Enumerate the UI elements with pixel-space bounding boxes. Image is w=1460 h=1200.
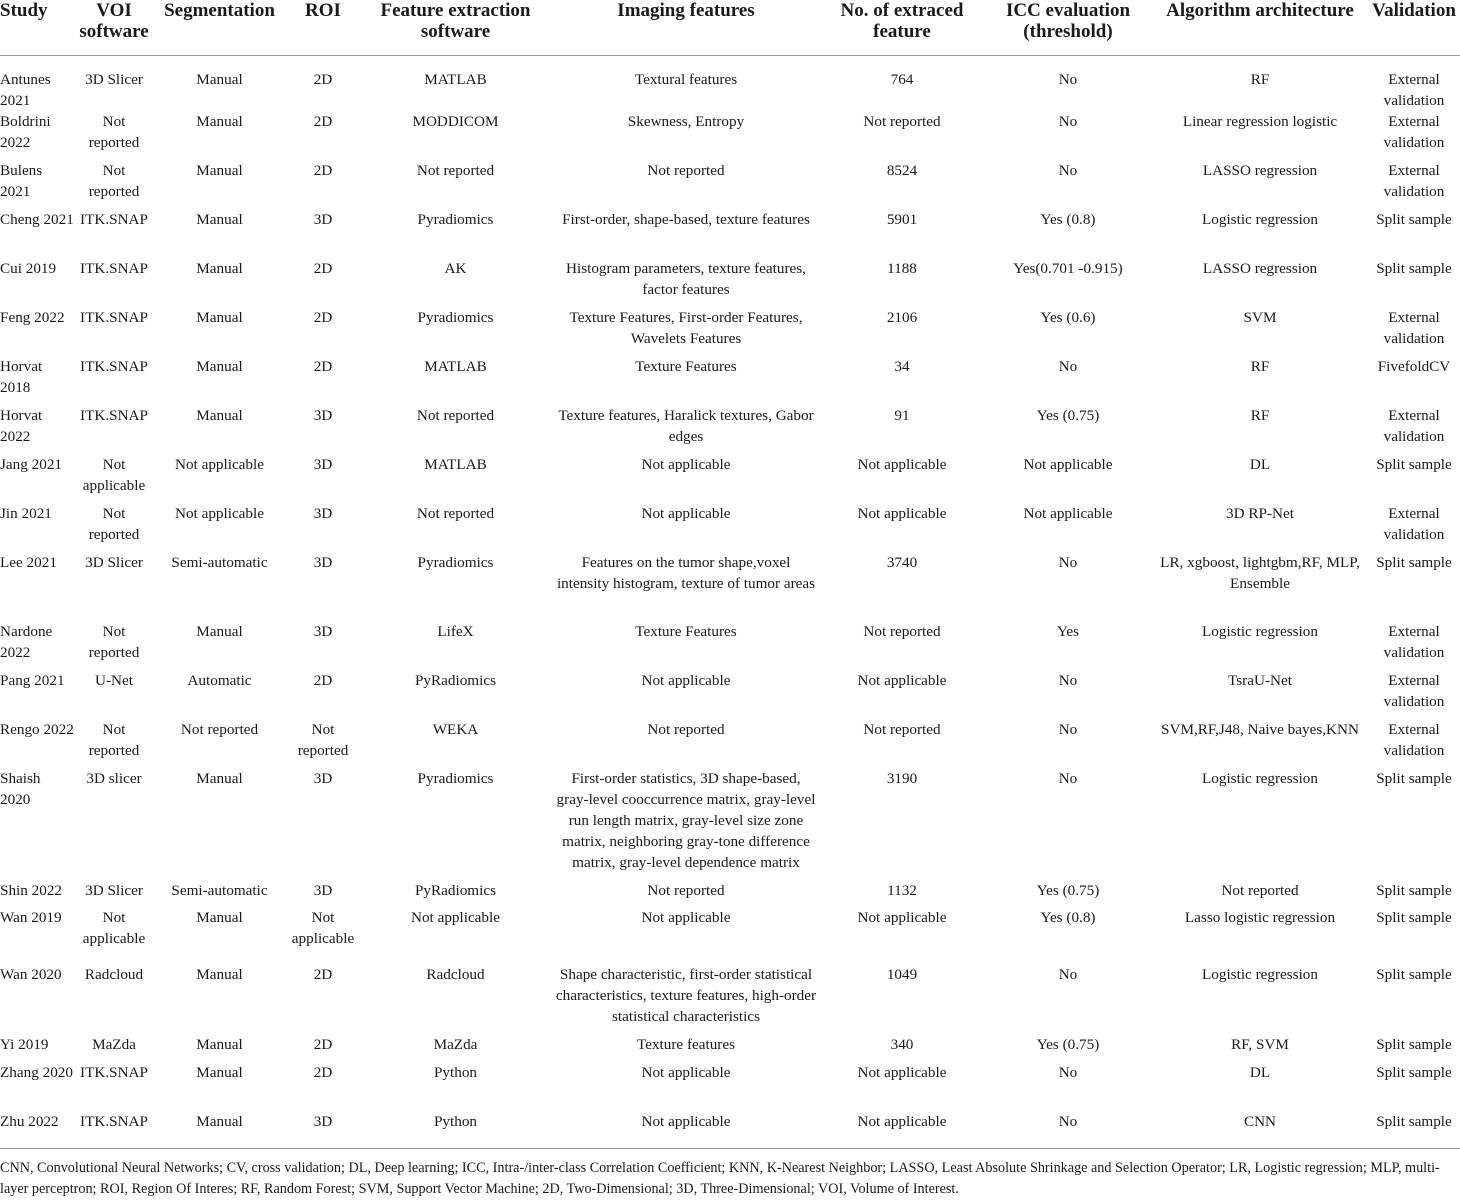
table-cell: SVM,RF,J48, Naive bayes,KNN: [1161, 721, 1359, 738]
table-cell: MODDICOM: [412, 113, 499, 130]
table-cell: 5901: [886, 211, 918, 228]
table-cell: Not applicable: [1023, 456, 1113, 473]
table-cell: LR, xgboost, lightgbm,RF, MLP, Ensemble: [1160, 554, 1360, 592]
table-cell: U-Net: [95, 672, 133, 689]
table-cell: Split sample: [1376, 554, 1452, 571]
table-cell: Zhang 2020: [0, 1064, 73, 1081]
table-cell: Not applicable: [857, 672, 947, 689]
table-cell: No: [1058, 966, 1078, 983]
table-cell: 2D: [313, 260, 333, 277]
col-header-voi-software: VOI software: [76, 0, 152, 56]
table-cell: 2D: [313, 1064, 333, 1081]
table-cell: TsraU-Net: [1228, 672, 1292, 689]
table-cell: Split sample: [1376, 966, 1452, 983]
table-cell: Not reported: [647, 162, 725, 179]
table-footnote: CNN, Convolutional Neural Networks; CV, cross validation; DL, Deep learning; ICC, Intra-/inter-class Correlation Coefficient; KNN, K-Nearest Neighbor; LASSO, Least Absolute Shrinkage and Selection Operator; LR, Logistic regression; MLP, multi-layer perceptron; ROI, Region Of Interes; RF, Random Forest; SVM, Support Vector Machine; 2D, Two-Dimensional; 3D, Three-Dimensional; VOI, Volume of Interest.: [0, 1148, 1460, 1200]
table-cell: Manual: [196, 966, 243, 983]
table-cell: No: [1058, 113, 1078, 130]
table-cell: Not reported: [416, 505, 495, 522]
table-cell: Yes (0.75): [1036, 882, 1100, 899]
table-cell: Texture Features: [635, 358, 737, 375]
table-cell: ITK.SNAP: [80, 407, 148, 424]
table-cell: Manual: [196, 358, 243, 375]
table-cell: Shape characteristic, first-order statistical characteristics, texture features, high-order statistical characteristics: [555, 966, 817, 1025]
table-row: [0, 907, 1460, 964]
table-cell: Manual: [196, 1113, 243, 1130]
table-cell: External validation: [1383, 672, 1445, 710]
table-row: [0, 503, 1460, 552]
table-cell: Not applicable: [1023, 505, 1113, 522]
table-cell: Not reported: [88, 162, 140, 200]
table-cell: Horvat 2022: [0, 407, 43, 445]
table-cell: Not applicable: [641, 672, 731, 689]
table-cell: Manual: [196, 162, 243, 179]
table-row: [0, 670, 1460, 719]
table-cell: Manual: [196, 770, 243, 787]
table-cell: Not applicable: [857, 1113, 947, 1130]
col-header-icc: ICC evaluation (threshold): [984, 0, 1152, 56]
table-cell: Logistic regression: [1202, 211, 1318, 228]
table-cell: MATLAB: [424, 71, 487, 88]
table-row: [0, 1062, 1460, 1111]
table-cell: Not reported: [863, 623, 941, 640]
table-cell: 2D: [313, 309, 333, 326]
table-cell: Not reported: [180, 721, 259, 738]
table-cell: SVM: [1243, 309, 1277, 326]
table-row: [0, 719, 1460, 768]
table-cell: Logistic regression: [1202, 966, 1318, 983]
table-cell: Not applicable: [411, 909, 500, 926]
table-cell: No: [1058, 1064, 1078, 1081]
table-cell: 2D: [313, 113, 333, 130]
table-cell: 2D: [313, 71, 333, 88]
table-cell: Not applicable: [641, 1113, 731, 1130]
col-header-roi: ROI: [287, 0, 359, 56]
table-cell: Features on the tumor shape,voxel intensity histogram, texture of tumor areas: [556, 554, 816, 592]
header-row: [0, 0, 1460, 56]
table-cell: Not applicable: [175, 505, 264, 522]
table-cell: External validation: [1383, 71, 1445, 109]
table-cell: Yes (0.8): [1040, 211, 1096, 228]
table-cell: Yes (0.75): [1036, 1036, 1100, 1053]
table-cell: Not reported: [88, 721, 140, 759]
table-cell: 3D: [313, 407, 333, 424]
table-cell: 3D: [313, 456, 333, 473]
table-cell: RF, SVM: [1231, 1036, 1289, 1053]
table-row: [0, 621, 1460, 670]
table-cell: No: [1058, 162, 1078, 179]
table-row: [0, 258, 1460, 307]
table-cell: Not reported: [88, 623, 140, 661]
table-cell: Automatic: [187, 672, 252, 689]
table-cell: CNN: [1243, 1113, 1277, 1130]
table-row: [0, 209, 1460, 258]
table-cell: No: [1058, 71, 1078, 88]
table-cell: Pyradiomics: [417, 309, 494, 326]
table-row: [0, 356, 1460, 405]
table-cell: PyRadiomics: [414, 672, 496, 689]
table-cell: MaZda: [433, 1036, 478, 1053]
table-cell: Not applicable: [175, 456, 264, 473]
table-cell: Pang 2021: [0, 672, 65, 689]
table-cell: Not reported: [416, 407, 495, 424]
table-cell: 3D: [313, 882, 333, 899]
table-cell: Jang 2021: [0, 456, 63, 473]
table-cell: No: [1058, 554, 1078, 571]
table-cell: Split sample: [1376, 1064, 1452, 1081]
table-cell: 2D: [313, 358, 333, 375]
table-cell: Radcloud: [84, 966, 144, 983]
table-cell: ITK.SNAP: [80, 309, 148, 326]
table-cell: Not reported: [1221, 882, 1299, 899]
table-cell: LASSO regression: [1202, 260, 1318, 277]
table-cell: Pyradiomics: [417, 554, 494, 571]
table-cell: 2D: [313, 162, 333, 179]
col-header-feature-extraction: Feature extraction software: [359, 0, 552, 56]
table-cell: External validation: [1383, 505, 1445, 543]
table-cell: Split sample: [1376, 1113, 1452, 1130]
table-cell: Textural features: [634, 71, 738, 88]
table-cell: 3D Slicer: [85, 71, 143, 88]
table-cell: Not reported: [297, 721, 349, 759]
table-cell: Zhu 2022: [0, 1113, 59, 1130]
table-cell: Cheng 2021: [0, 211, 74, 228]
table-cell: Yi 2019: [0, 1036, 49, 1053]
table-cell: Shin 2022: [0, 882, 63, 899]
table-cell: DL: [1249, 456, 1271, 473]
table-cell: Wan 2020: [0, 966, 62, 983]
table-cell: WEKA: [432, 721, 479, 738]
table-cell: Split sample: [1376, 456, 1452, 473]
col-header-validation: Validation: [1368, 0, 1460, 56]
table-cell: Python: [433, 1113, 478, 1130]
table-cell: 1132: [887, 882, 917, 899]
table-cell: Skewness, Entropy: [627, 113, 745, 130]
table-cell: Semi-automatic: [171, 554, 268, 571]
table-cell: 8524: [886, 162, 918, 179]
table-cell: RF: [1250, 407, 1270, 424]
table-row: [0, 405, 1460, 454]
table-cell: Not applicable: [641, 1064, 731, 1081]
table-row: [0, 1034, 1460, 1062]
table-cell: 3D: [313, 211, 333, 228]
table-cell: Not applicable: [857, 505, 947, 522]
table-cell: 3190: [886, 770, 918, 787]
table-cell: DL: [1249, 1064, 1271, 1081]
table-cell: Yes (0.75): [1036, 407, 1100, 424]
table-cell: Split sample: [1376, 260, 1452, 277]
table-cell: Manual: [196, 113, 243, 130]
table-cell: No: [1058, 672, 1078, 689]
table-cell: Split sample: [1376, 909, 1452, 926]
table-cell: 2106: [886, 309, 918, 326]
table-cell: Not applicable: [641, 456, 731, 473]
table-cell: 3D Slicer: [85, 554, 143, 571]
table-cell: 1049: [886, 966, 918, 983]
table-cell: Not applicable: [857, 909, 947, 926]
table-cell: Not applicable: [291, 909, 355, 947]
table-cell: Boldrini 2022: [0, 113, 51, 151]
table-cell: 3D: [313, 554, 333, 571]
table-row: [0, 160, 1460, 209]
table-cell: Feng 2022: [0, 309, 65, 326]
table-cell: 3D: [313, 623, 333, 640]
table-row: [0, 552, 1460, 621]
table-cell: First-order statistics, 3D shape-based, gray-level cooccurrence matrix, gray-level run length matrix, gray-level size zone matrix, neighboring gray-tone difference matrix, gray-level dependence matrix: [556, 770, 816, 871]
table-cell: Cui 2019: [0, 260, 57, 277]
table-cell: Linear regression logistic: [1182, 113, 1338, 130]
table-cell: Yes: [1056, 623, 1080, 640]
table-cell: Manual: [196, 1064, 243, 1081]
table-cell: External validation: [1383, 721, 1445, 759]
table-cell: 764: [890, 71, 914, 88]
table-cell: MaZda: [92, 1036, 136, 1053]
table-cell: 2D: [313, 1036, 333, 1053]
table-cell: Not applicable: [641, 909, 731, 926]
col-header-segmentation: Segmentation: [152, 0, 287, 56]
table-cell: Pyradiomics: [417, 211, 494, 228]
table-cell: ITK.SNAP: [80, 211, 148, 228]
table-row: [0, 1111, 1460, 1139]
table-cell: Not applicable: [641, 505, 731, 522]
table-cell: Not reported: [88, 113, 140, 151]
table-cell: External validation: [1383, 407, 1445, 445]
table-cell: Antunes 2021: [0, 71, 51, 109]
table-cell: Manual: [196, 211, 243, 228]
table-cell: Lee 2021: [0, 554, 57, 571]
table-cell: ITK.SNAP: [80, 358, 148, 375]
table-cell: Not reported: [863, 113, 941, 130]
table-cell: Shaish 2020: [0, 770, 41, 808]
table-cell: Texture Features, First-order Features, Wavelets Features: [569, 309, 803, 347]
table-row: [0, 56, 1460, 112]
table-cell: Horvat 2018: [0, 358, 43, 396]
table-cell: 3D: [313, 505, 333, 522]
table-row: [0, 768, 1460, 880]
table-cell: Manual: [196, 71, 243, 88]
table-cell: Manual: [196, 309, 243, 326]
table-cell: External validation: [1383, 623, 1445, 661]
table-cell: 3D slicer: [86, 770, 142, 787]
table-cell: Yes(0.701 -0.915): [1013, 260, 1123, 277]
table-cell: MATLAB: [424, 358, 487, 375]
table-cell: Pyradiomics: [417, 770, 494, 787]
table-row: [0, 307, 1460, 356]
table-cell: Lasso logistic regression: [1184, 909, 1336, 926]
table-cell: FivefoldCV: [1377, 358, 1451, 375]
col-header-no-features: No. of extraced feature: [820, 0, 984, 56]
table-cell: ITK.SNAP: [80, 1064, 148, 1081]
table-cell: ITK.SNAP: [80, 260, 148, 277]
table-cell: ITK.SNAP: [80, 1113, 148, 1130]
table-cell: Radcloud: [426, 966, 485, 983]
table-cell: 3D Slicer: [85, 882, 143, 899]
table-cell: Wan 2019: [0, 909, 62, 926]
table-cell: Not reported: [863, 721, 941, 738]
table-cell: Yes (0.6): [1040, 309, 1096, 326]
table-cell: External validation: [1383, 162, 1445, 200]
table-cell: 340: [890, 1036, 914, 1053]
table-cell: Manual: [196, 407, 243, 424]
table-cell: Not applicable: [857, 456, 947, 473]
table-cell: Python: [433, 1064, 478, 1081]
table-cell: No: [1058, 358, 1078, 375]
table-cell: Logistic regression: [1202, 770, 1318, 787]
table-cell: Not reported: [416, 162, 495, 179]
table-cell: RF: [1250, 358, 1270, 375]
table-cell: Jin 2021: [0, 505, 52, 522]
table-cell: Texture features: [636, 1036, 736, 1053]
table-cell: Yes (0.8): [1040, 909, 1096, 926]
table-cell: First-order, shape-based, texture features: [562, 211, 810, 228]
table-cell: Not reported: [647, 882, 725, 899]
table-cell: LifeX: [437, 623, 474, 640]
table-cell: Split sample: [1376, 770, 1452, 787]
table-cell: Not applicable: [857, 1064, 947, 1081]
table-cell: Split sample: [1376, 1036, 1452, 1053]
table-cell: No: [1058, 1113, 1078, 1130]
table-cell: MATLAB: [424, 456, 487, 473]
table-cell: Semi-automatic: [171, 882, 268, 899]
table-row: [0, 880, 1460, 907]
table-row: [0, 454, 1460, 503]
table-cell: Bulens 2021: [0, 162, 43, 200]
table-cell: Not applicable: [82, 909, 146, 947]
table-cell: Manual: [196, 909, 243, 926]
table-cell: No: [1058, 770, 1078, 787]
table-cell: 3D: [313, 770, 333, 787]
col-header-imaging-features: Imaging features: [552, 0, 820, 56]
table-cell: 1188: [887, 260, 917, 277]
table-cell: Manual: [196, 260, 243, 277]
table-cell: PyRadiomics: [414, 882, 496, 899]
table-cell: External validation: [1383, 309, 1445, 347]
table-cell: Not reported: [647, 721, 725, 738]
table-cell: 3D RP-Net: [1226, 505, 1294, 522]
table-cell: AK: [444, 260, 467, 277]
table-cell: Rengo 2022: [0, 721, 74, 738]
table-cell: 34: [894, 358, 910, 375]
table-cell: Manual: [196, 1036, 243, 1053]
table-cell: Split sample: [1376, 882, 1452, 899]
table-cell: Not applicable: [82, 456, 146, 494]
table-cell: Split sample: [1376, 211, 1452, 228]
table-cell: 3D: [313, 1113, 333, 1130]
table-cell: Logistic regression: [1202, 623, 1318, 640]
table-cell: LASSO regression: [1202, 162, 1318, 179]
table-row: [0, 111, 1460, 160]
table-cell: 91: [894, 407, 910, 424]
table-cell: Histogram parameters, texture features, factor features: [566, 260, 806, 298]
table-cell: Not reported: [88, 505, 140, 543]
col-header-algorithm: Algorithm architecture: [1152, 0, 1368, 56]
col-header-study: Study: [0, 0, 76, 56]
table-cell: RF: [1250, 71, 1270, 88]
table-cell: No: [1058, 721, 1078, 738]
table-cell: Nardone 2022: [0, 623, 53, 661]
table-cell: Texture Features: [635, 623, 737, 640]
table-cell: 2D: [313, 966, 333, 983]
table-cell: External validation: [1383, 113, 1445, 151]
table-row: [0, 964, 1460, 1034]
table-cell: Manual: [196, 623, 243, 640]
table-cell: 2D: [313, 672, 333, 689]
table-cell: 3740: [886, 554, 918, 571]
table-cell: Texture features, Haralick textures, Gabor edges: [558, 407, 814, 445]
